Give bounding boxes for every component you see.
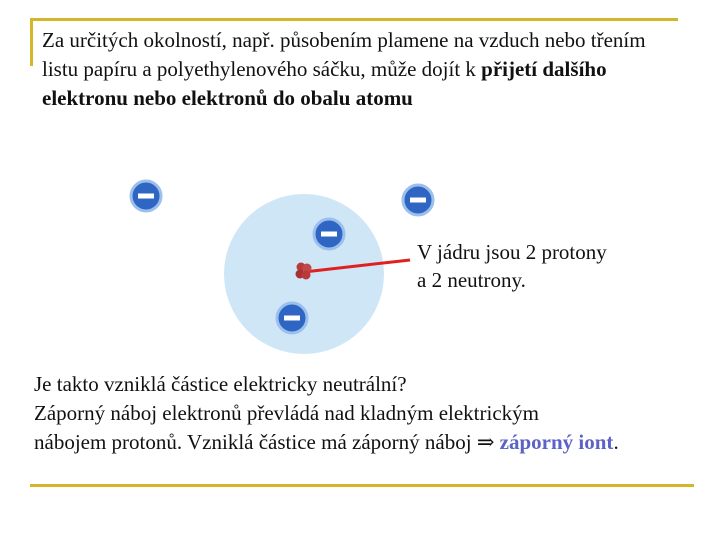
intro-text-bold: přijetí dalšího elektronu nebo elektronů do obalu atomu	[42, 57, 607, 110]
conclusion-line-text: nábojem protonů. Vzniklá částice má záporný náboj	[34, 430, 477, 454]
negative-ion-term: záporný iont	[499, 430, 614, 454]
nucleus-note-line: a 2 neutrony.	[417, 268, 526, 292]
implies-arrow-icon: ⇒	[476, 430, 495, 454]
nucleus-note	[417, 238, 677, 294]
nucleus-note-line: V jádru jsou 2 protony	[417, 240, 607, 264]
intro-text-part: Za určitých okolností, např. působením plamene na vzduch nebo třením listu papíru a polyethylenového sáčku, může dojít k	[42, 28, 646, 81]
conclusion-line	[34, 428, 684, 457]
minus-icon	[321, 232, 337, 237]
electron-2	[403, 185, 433, 215]
conclusion-line: Záporný náboj elektronů převládá nad kladným elektrickým	[34, 401, 539, 425]
electron-1	[131, 181, 161, 211]
conclusion-text	[34, 370, 684, 457]
minus-icon	[138, 194, 154, 199]
conclusion-question: Je takto vzniklá částice elektricky neutrální?	[34, 372, 407, 396]
minus-icon	[284, 316, 300, 321]
electron-4	[277, 303, 307, 333]
electron-3	[314, 219, 344, 249]
minus-icon	[410, 198, 426, 203]
conclusion-end: .	[613, 430, 619, 454]
